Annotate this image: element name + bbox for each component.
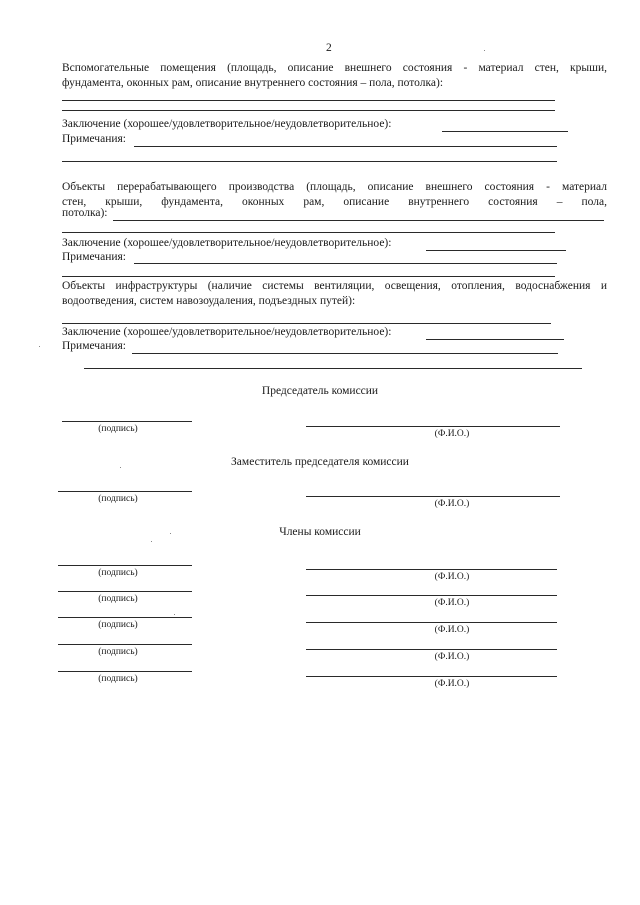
member-name-caption: (Ф.И.О.) (434, 625, 470, 635)
processing-notes-fill-line (62, 276, 555, 277)
deputy-signature-caption: (подпись) (98, 494, 138, 504)
member-name-caption: (Ф.И.О.) (434, 598, 470, 608)
processing-heading-line3: потолка): (62, 207, 108, 219)
member-name-line (306, 569, 557, 570)
aux-premises-heading-line2: фундамента, оконных рам, описание внутреннего состояния – пола, потолка): (62, 77, 444, 89)
deputy-name-caption: (Ф.И.О.) (434, 499, 470, 509)
processing-fill-line (113, 220, 604, 221)
infra-conclusion-label: Заключение (хорошее/удовлетворительное/неудовлетворительное): (62, 326, 392, 338)
member-name-line (306, 622, 557, 623)
member-signature-caption: (подпись) (98, 568, 138, 578)
member-signature-caption: (подпись) (98, 594, 138, 604)
aux-notes-fill-line (134, 146, 557, 147)
member-signature-line (58, 671, 192, 672)
deputy-name-line (306, 496, 560, 497)
processing-fill-line (62, 232, 555, 233)
chairman-signature-line (62, 421, 192, 422)
infra-conclusion-fill-line (426, 339, 564, 340)
member-signature-caption: (подпись) (98, 620, 138, 630)
processing-conclusion-fill-line (426, 250, 566, 251)
member-signature-line (58, 591, 192, 592)
member-name-caption: (Ф.И.О.) (434, 572, 470, 582)
infra-fill-line (62, 323, 551, 324)
chairman-title: Председатель комиссии (261, 385, 379, 397)
processing-notes-fill-line (134, 263, 557, 264)
member-signature-line (58, 565, 192, 566)
member-signature-caption: (подпись) (98, 674, 138, 684)
infra-heading-line2: водоотведения, систем навозоудаления, подъездных путей): (62, 295, 356, 307)
processing-heading-line1: Объекты перерабатывающего производства (площадь, описание внешнего состояния - материал (62, 181, 607, 193)
members-title: Члены комиссии (279, 526, 361, 538)
scan-speck (174, 614, 175, 615)
member-signature-caption: (подпись) (98, 647, 138, 657)
aux-conclusion-label: Заключение (хорошее/удовлетворительное/неудовлетворительное): (62, 118, 392, 130)
deputy-signature-line (58, 491, 192, 492)
scan-speck (151, 541, 152, 542)
infra-notes-fill-line (132, 353, 558, 354)
member-name-line (306, 649, 557, 650)
infra-notes-fill-line (84, 368, 582, 369)
scan-speck (484, 50, 485, 51)
aux-notes-fill-line (62, 161, 557, 162)
deputy-title: Заместитель председателя комиссии (231, 456, 409, 468)
member-name-caption: (Ф.И.О.) (434, 679, 470, 689)
chairman-signature-caption: (подпись) (98, 424, 138, 434)
aux-conclusion-fill-line (442, 131, 568, 132)
page-number: 2 (326, 42, 332, 54)
aux-premises-fill-line (62, 100, 555, 101)
processing-heading-line2: стен, крыши, фундамента, оконных рам, описание внутреннего состояния – пола, (62, 196, 607, 208)
processing-conclusion-label: Заключение (хорошее/удовлетворительное/неудовлетворительное): (62, 237, 392, 249)
member-name-caption: (Ф.И.О.) (434, 652, 470, 662)
member-signature-line (58, 644, 192, 645)
aux-premises-heading-line1: Вспомогательные помещения (площадь, описание внешнего состояния - материал стен, крыши, (62, 62, 607, 74)
member-name-line (306, 595, 557, 596)
infra-notes-label: Примечания: (62, 340, 126, 352)
chairman-name-line (306, 426, 560, 427)
scan-speck (39, 346, 40, 347)
processing-notes-label: Примечания: (62, 251, 126, 263)
member-name-line (306, 676, 557, 677)
chairman-name-caption: (Ф.И.О.) (434, 429, 470, 439)
aux-premises-fill-line (62, 110, 555, 111)
aux-notes-label: Примечания: (62, 133, 126, 145)
scan-speck (120, 467, 121, 468)
infra-heading-line1: Объекты инфраструктуры (наличие системы вентиляции, освещения, отопления, водоснабжения и (62, 280, 607, 292)
scan-speck (170, 533, 171, 534)
member-signature-line (58, 617, 192, 618)
